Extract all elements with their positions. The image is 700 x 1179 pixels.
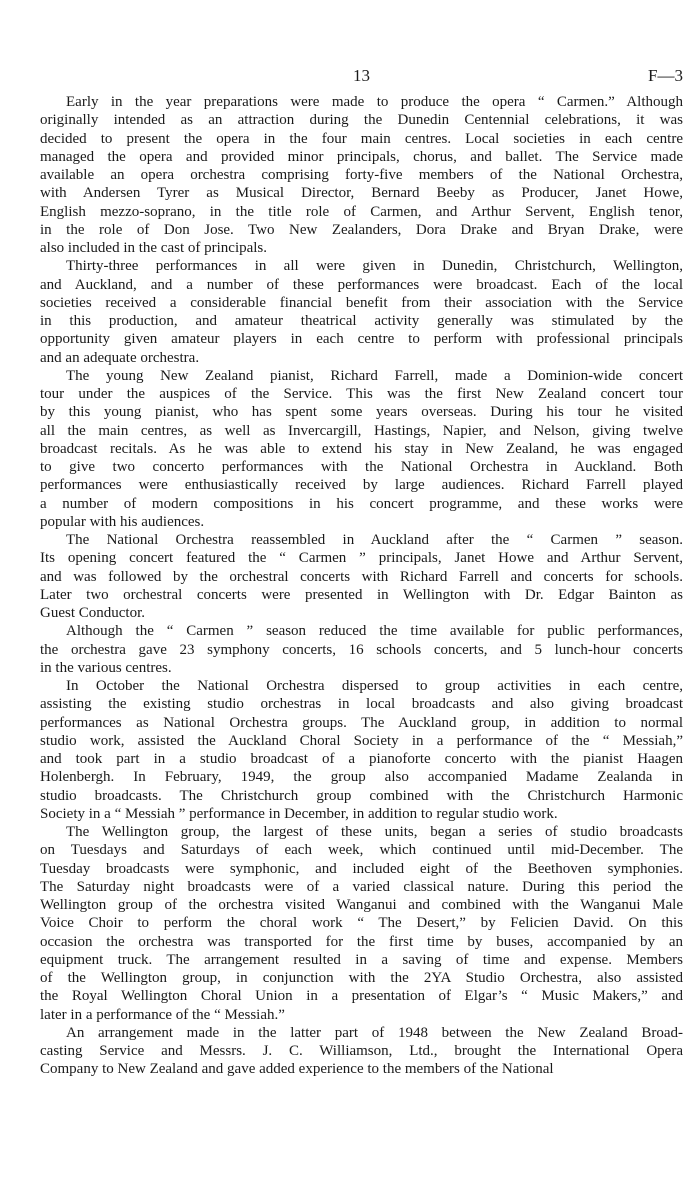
text-line: The National Orchestra reassembled in Auckland after the “ Carmen ” season. <box>66 532 683 548</box>
text-line: Society in a “ Messiah ” performance in December, in addition to regular studio work. <box>40 805 558 822</box>
text-line: An arrangement made in the latter part of 1948 between the New Zealand Broad- <box>66 1024 683 1041</box>
page-number: 13 <box>353 66 370 85</box>
text-line: Holenbergh. In February, 1949, the group also accompanied Madame Zealanda in <box>40 769 683 786</box>
text-line: performances as National Orchestra groups. The Auckland group, in addition to normal <box>40 714 683 731</box>
text-line: Voice Choir to perform the choral work “ The Desert,” by Felicien David. On this <box>40 915 683 932</box>
text-line: The young New Zealand pianist, Richard Farrell, made a Dominion-wide concert <box>66 367 683 384</box>
paragraph <box>40 823 683 1024</box>
text-line: opportunity given amateur players in each centre to perform with professional principals <box>40 331 683 348</box>
text-line: broadcast recitals. As he was able to extend his stay in New Zealand, he was engaged <box>40 440 683 457</box>
text-line: on Tuesdays and Saturdays of each week, which continued until mid-December. The <box>40 842 683 859</box>
paragraph <box>40 531 683 622</box>
text-line: to give two concerto performances with the National Orchestra in Auckland. Both <box>40 459 683 475</box>
text-line: The Saturday night broadcasts were of a varied classical nature. During this period the <box>40 878 683 895</box>
text-line: and Auckland, and a number of these performances were broadcast. Each of the local <box>40 276 683 293</box>
text-line: in the various centres. <box>40 659 172 676</box>
text-line: Later two orchestral concerts were presented in Wellington with Dr. Edgar Bainton as <box>40 586 683 603</box>
paragraph <box>40 677 683 823</box>
text-line: by this young pianist, who has spent some years overseas. During his tour he visited <box>40 404 683 421</box>
text-line: Although the “ Carmen ” season reduced the time available for public performances, <box>66 623 683 640</box>
text-line: assisting the existing studio orchestras in local broadcasts and also giving broadcast <box>40 696 683 713</box>
text-line: and was followed by the orchestral concerts with Richard Farrell and concerts for schools. <box>40 568 683 585</box>
text-line: Guest Conductor. <box>40 605 145 621</box>
text-line: casting Service and Messrs. J. C. Williamson, Ltd., brought the International Opera <box>40 1043 683 1059</box>
text-line: Company to New Zealand and gave added experience to the members of the National <box>40 1061 554 1078</box>
text-line: a number of modern compositions in his concert programme, and these works were <box>40 495 683 512</box>
text-line: all the main centres, as well as Invercargill, Hastings, Napier, and Nelson, giving twelve <box>40 422 683 439</box>
paragraph <box>40 257 683 367</box>
paragraph <box>40 93 683 257</box>
text-line: and took part in a studio broadcast of a pianoforte concerto with the pianist Haagen <box>40 751 683 767</box>
document-body <box>40 93 683 1079</box>
text-line: In October the National Orchestra dispersed to group activities in each centre, <box>66 678 683 694</box>
text-line: performances were enthusiastically received by large audiences. Richard Farrell played <box>40 477 683 494</box>
text-line: and an adequate orchestra. <box>40 349 200 366</box>
text-line: of the Wellington group, in conjunction with the 2YA Studio Orchestra, also assisted <box>40 970 683 986</box>
text-line: studio broadcasts. The Christchurch group combined with the Christchurch Harmonic <box>40 787 683 804</box>
paragraph <box>40 622 683 677</box>
document-code: F—3 <box>648 66 683 85</box>
paragraph <box>40 1024 683 1079</box>
page-header <box>40 66 683 88</box>
text-line: available an opera orchestra comprising forty-five members of the National Orchestra, <box>40 167 683 183</box>
text-line: Tuesday broadcasts were symphonic, and included eight of the Beethoven symphonies. <box>40 860 683 877</box>
text-line: equipment truck. The arrangement resulted in a saving of time and expense. Members <box>40 951 683 968</box>
text-line: originally intended as an attraction during the Dunedin Centennial celebrations, it was <box>40 112 683 129</box>
text-line: Wellington group of the orchestra visited Wanganui and combined with the Wanganui Male <box>40 897 683 913</box>
text-line: Early in the year preparations were made to produce the opera “ Carmen.” Although <box>66 94 683 110</box>
text-line: in this production, and amateur theatrical activity generally was stimulated by the <box>40 313 683 329</box>
text-line: later in a performance of the “ Messiah.” <box>40 1006 285 1023</box>
text-line: Its opening concert featured the “ Carmen ” principals, Janet Howe and Arthur Servent, <box>40 550 683 567</box>
text-line: occasion the orchestra was transported for the first time by buses, accompanied by an <box>40 933 683 950</box>
text-line: studio work, assisted the Auckland Choral Society in a performance of the “ Messiah,” <box>40 732 683 749</box>
text-line: the Royal Wellington Choral Union in a presentation of Elgar’s “ Music Makers,” and <box>40 988 683 1005</box>
text-line: societies received a considerable financial benefit from their association with the Service <box>40 294 683 311</box>
text-line: English mezzo-soprano, in the title role of Carmen, and Arthur Servent, English tenor, <box>40 203 683 220</box>
paragraph <box>40 367 683 531</box>
text-line: tour under the auspices of the Service. This was the first New Zealand concert tour <box>40 386 683 402</box>
text-line: managed the opera and provided minor principals, chorus, and ballet. The Service made <box>40 148 683 165</box>
text-line: in the role of Don Jose. Two New Zealanders, Dora Drake and Bryan Drake, were <box>40 221 683 238</box>
text-line: decided to present the opera in the four main centres. Local societies in each centre <box>40 130 683 147</box>
text-line: also included in the cast of principals. <box>40 240 268 256</box>
text-line: with Andersen Tyrer as Musical Director, Bernard Beeby as Producer, Janet Howe, <box>40 185 683 202</box>
text-line: the orchestra gave 23 symphony concerts, 16 schools concerts, and 5 lunch-hour concerts <box>40 641 683 658</box>
text-line: Thirty-three performances in all were given in Dunedin, Christchurch, Wellington, <box>66 258 683 275</box>
text-line: The Wellington group, the largest of these units, began a series of studio broadcasts <box>66 824 683 840</box>
text-line: popular with his audiences. <box>40 513 205 530</box>
